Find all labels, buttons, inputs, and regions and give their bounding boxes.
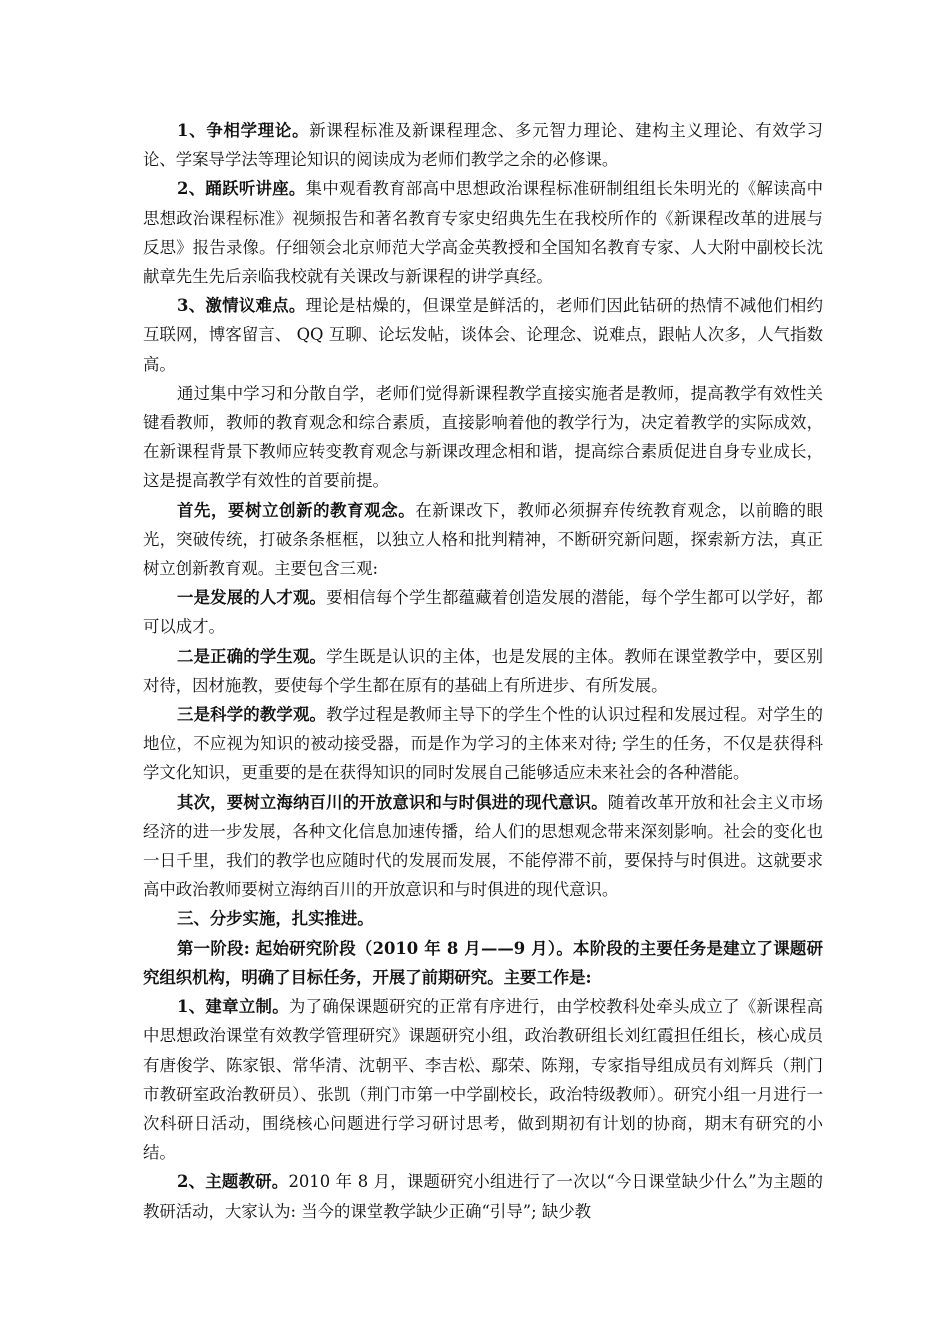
paragraph-text: 在新课改下，教师必须摒弃传统教育观念，以前瞻的眼光，突破传统，打破条条框框，以独立人格和批判精神，不断研究新问题，探索新方法，真正树立创新教育观。主要包含三观: <box>143 500 824 579</box>
paragraph-text: 理论是枯燥的，但课堂是鲜活的，老师们因此钻研的热情不减他们相约互联网，博客留言、 QQ 互聊、论坛发帖，谈体会、论理念、说难点，跟帖人次多，人气指数高。 <box>143 296 824 374</box>
paragraph-lead: 1、建章立制。 <box>177 997 289 1017</box>
paragraph-3 <box>143 291 823 379</box>
paragraph-text: 新课程标准及新课程理念、多元智力理论、建构主义理论、有效学习论、学案导学法等理论知识的阅读成为老师们教学之余的必修课。 <box>143 121 824 170</box>
paragraph-12 <box>143 992 823 1167</box>
paragraph-text: 为了确保课题研究的正常有序进行，由学校教科处牵头成立了《新课程高中思想政治课堂有效教学管理研究》课题研究小组，政治教研组长刘红霞担任组长，核心成员有唐俊学、陈家银、常华清、沈朝平、李吉松、鄢荣、陈翔，专家指导组成员有刘辉兵（荆门市教研室政治教研员）、张凯（荆门市第一中学副校长，政治特级教师）。研究小组一月进行一次科研日活动，围绕核心问题进行学习研讨思考，做到期初有计划的协商，期末有研究的小结。 <box>143 997 824 1163</box>
paragraph-lead: 2、踊跃听讲座。 <box>177 179 306 199</box>
paragraph-8 <box>143 700 823 788</box>
paragraph-7 <box>143 642 823 700</box>
document-page <box>143 116 823 1226</box>
paragraph-lead: 第一阶段: 起始研究阶段（2010 年 8 月——9 月）。本阶段的主要任务是建立了课题研究组织机构，明确了目标任务，开展了前期研究。主要工作是: <box>143 938 823 987</box>
paragraph-text: 集中观看教育部高中思想政治课程标准研制组组长朱明光的《解读高中思想政治课程标准》视频报告和著名教育专家史绍典先生在我校所作的《新课程改革的进展与反思》报告录像。仔细领会北京师范大学高金英教授和全国知名教育专家、人大附中副校长沈献章先生先后亲临我校就有关课改与新课程的讲学真经。 <box>143 179 824 287</box>
paragraph-lead: 二是正确的学生观。 <box>177 646 327 666</box>
paragraph-2 <box>143 174 823 291</box>
paragraph-lead: 三、分步实施，扎实推进。 <box>177 909 374 929</box>
paragraph-text: 随着改革开放和社会主义市场经济的进一步发展，各种文化信息加速传播，给人们的思想观念带来深刻影响。社会的变化也一日千里，我们的教学也应随时代的发展而发展，不能停滞不前，要保持与时俱进。这就要求高中政治教师要树立海纳百川的开放意识和与时俱进的现代意识。 <box>143 792 824 900</box>
paragraph-lead: 首先，要树立创新的教育观念。 <box>177 500 416 520</box>
paragraph-9 <box>143 788 823 905</box>
paragraph-lead: 其次，要树立海纳百川的开放意识和与时俱进的现代意识。 <box>177 792 608 812</box>
paragraph-4 <box>143 379 823 496</box>
paragraph-text: 要相信每个学生都蕴藏着创造发展的潜能，每个学生都可以学好，都可以成才。 <box>143 588 824 637</box>
paragraph-lead: 1、争相学理论。 <box>177 121 310 140</box>
paragraph-6 <box>143 583 823 641</box>
paragraph-text: 2010 年 8 月，课题研究小组进行了一次以“今日课堂缺少什么”为主题的教研活动，大家认为: 当今的课堂教学缺少正确“引导”; 缺少教 <box>143 1172 824 1221</box>
paragraph-text: 通过集中学习和分散自学，老师们觉得新课程教学直接实施者是教师，提高教学有效性关键看教师，教师的教育观念和综合素质，直接影响着他的教学行为，决定着教学的实际成效，在新课程背景下教师应转变教育观念与新课改理念相和谐，提高综合素质促进自身专业成长，这是提高教学有效性的首要前提。 <box>143 383 823 491</box>
stage-heading <box>143 934 823 992</box>
paragraph-1 <box>143 116 823 174</box>
section-heading <box>143 904 823 933</box>
paragraph-text: 学生既是认识的主体，也是发展的主体。教师在课堂教学中，要区别对待，因材施教，要使每个学生都在原有的基础上有所进步、有所发展。 <box>143 646 824 695</box>
paragraph-lead: 2、主题教研。 <box>177 1172 289 1192</box>
paragraph-lead: 一是发展的人才观。 <box>177 588 327 608</box>
paragraph-5 <box>143 496 823 584</box>
paragraph-text: 教学过程是教师主导下的学生个性的认识过程和发展过程。对学生的地位，不应视为知识的被动接受器，而是作为学习的主体来对待; 学生的任务，不仅是获得科学文化知识，更重要的是在获得知识的同时发展自己能够适应未来社会的各种潜能。 <box>143 705 824 783</box>
paragraph-lead: 三是科学的教学观。 <box>177 705 327 725</box>
paragraph-lead: 3、激情议难点。 <box>177 296 306 316</box>
paragraph-13 <box>143 1167 823 1225</box>
